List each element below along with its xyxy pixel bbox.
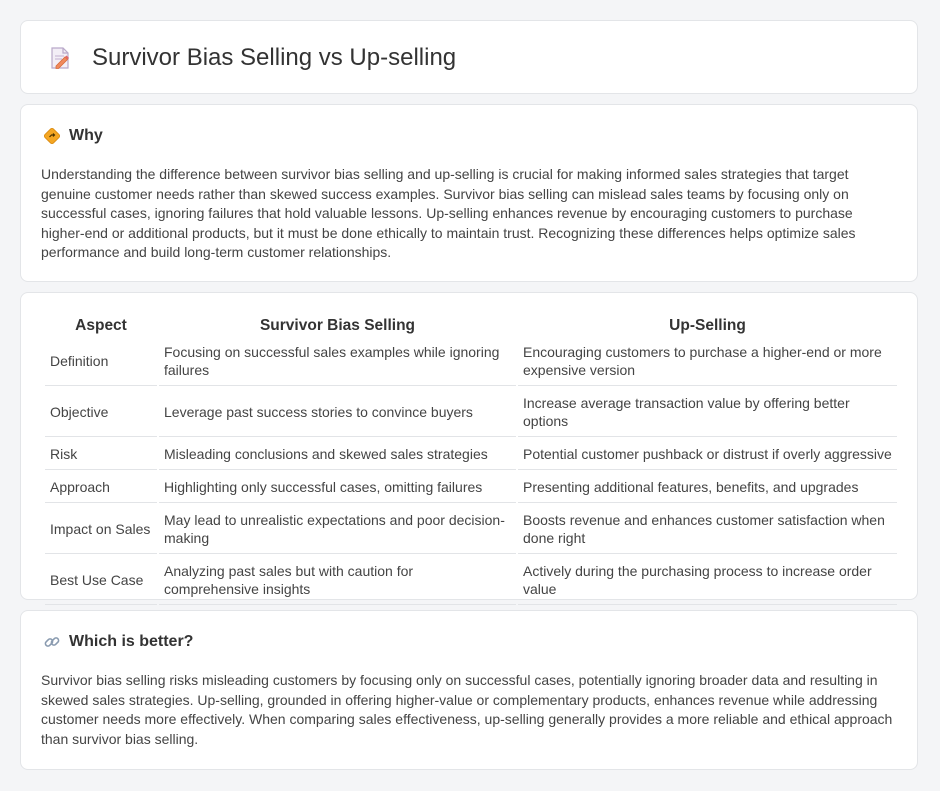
row-aspect: Objective [45, 388, 157, 437]
row-survivor-bias: May lead to unrealistic expectations and poor decision-making [159, 505, 516, 554]
row-aspect: Approach [45, 472, 157, 503]
row-aspect: Impact on Sales [45, 505, 157, 554]
table-row [45, 388, 897, 437]
which-is-better-section [20, 610, 918, 770]
why-section [20, 104, 918, 282]
row-up-selling: Actively during the purchasing process to increase order value [518, 556, 897, 605]
row-up-selling: Presenting additional features, benefits, and upgrades [518, 472, 897, 503]
table-row [45, 505, 897, 554]
header-up-selling: Up-Selling [669, 317, 746, 334]
table-row [45, 439, 897, 470]
header-aspect: Aspect [75, 317, 127, 334]
row-survivor-bias: Highlighting only successful cases, omitting failures [159, 472, 516, 503]
table-row [45, 337, 897, 386]
diamond-sign-icon [43, 127, 61, 145]
row-survivor-bias: Leverage past success stories to convince buyers [159, 388, 516, 437]
why-text: Understanding the difference between survivor bias selling and up-selling is crucial for making informed sales strategies that target genuine customer needs rather than skewed success examples. Survivor bias selling can mislead sales teams by focusing only on successful cases, ignoring failures that hold valuable lessons. Up-selling enhances revenue by encouraging customers to purchase higher-end or additional products, but it must be done ethically to maintain trust. Recognizing these differences helps optimize sales performance and build long-term customer relationships. [41, 166, 856, 261]
better-heading: Which is better? [69, 633, 194, 650]
row-survivor-bias: Misleading conclusions and skewed sales strategies [159, 439, 516, 470]
comparison-table [43, 315, 899, 607]
row-up-selling: Potential customer pushback or distrust if overly aggressive [518, 439, 897, 470]
row-survivor-bias: Focusing on successful sales examples while ignoring failures [159, 337, 516, 386]
header-survivor-bias-selling: Survivor Bias Selling [259, 317, 416, 334]
table-row [45, 556, 897, 605]
row-aspect: Risk [45, 439, 157, 470]
comparison-section [20, 292, 918, 600]
document-pen-icon [47, 45, 73, 71]
table-row [45, 472, 897, 503]
table-header-row [45, 317, 897, 335]
page-title: Survivor Bias Selling vs Up-selling [92, 44, 457, 71]
link-icon [43, 633, 61, 651]
row-up-selling: Boosts revenue and enhances customer satisfaction when done right [518, 505, 897, 554]
row-up-selling: Encouraging customers to purchase a higher-end or more expensive version [518, 337, 897, 386]
title-card [20, 20, 918, 94]
row-aspect: Best Use Case [45, 556, 157, 605]
why-heading: Why [69, 127, 103, 144]
row-up-selling: Increase average transaction value by offering better options [518, 388, 897, 437]
row-survivor-bias: Analyzing past sales but with caution for comprehensive insights [159, 556, 516, 605]
better-text: Survivor bias selling risks misleading customers by focusing only on successful cases, potentially ignoring broader data and resulting in skewed sales strategies. Up-selling, grounded in offering higher-value or complementary products, enhances revenue while addressing customer needs more effectively. When comparing sales effectiveness, up-selling generally provides a more reliable and ethical approach than survivor bias selling. [41, 672, 893, 747]
row-aspect: Definition [45, 337, 157, 386]
